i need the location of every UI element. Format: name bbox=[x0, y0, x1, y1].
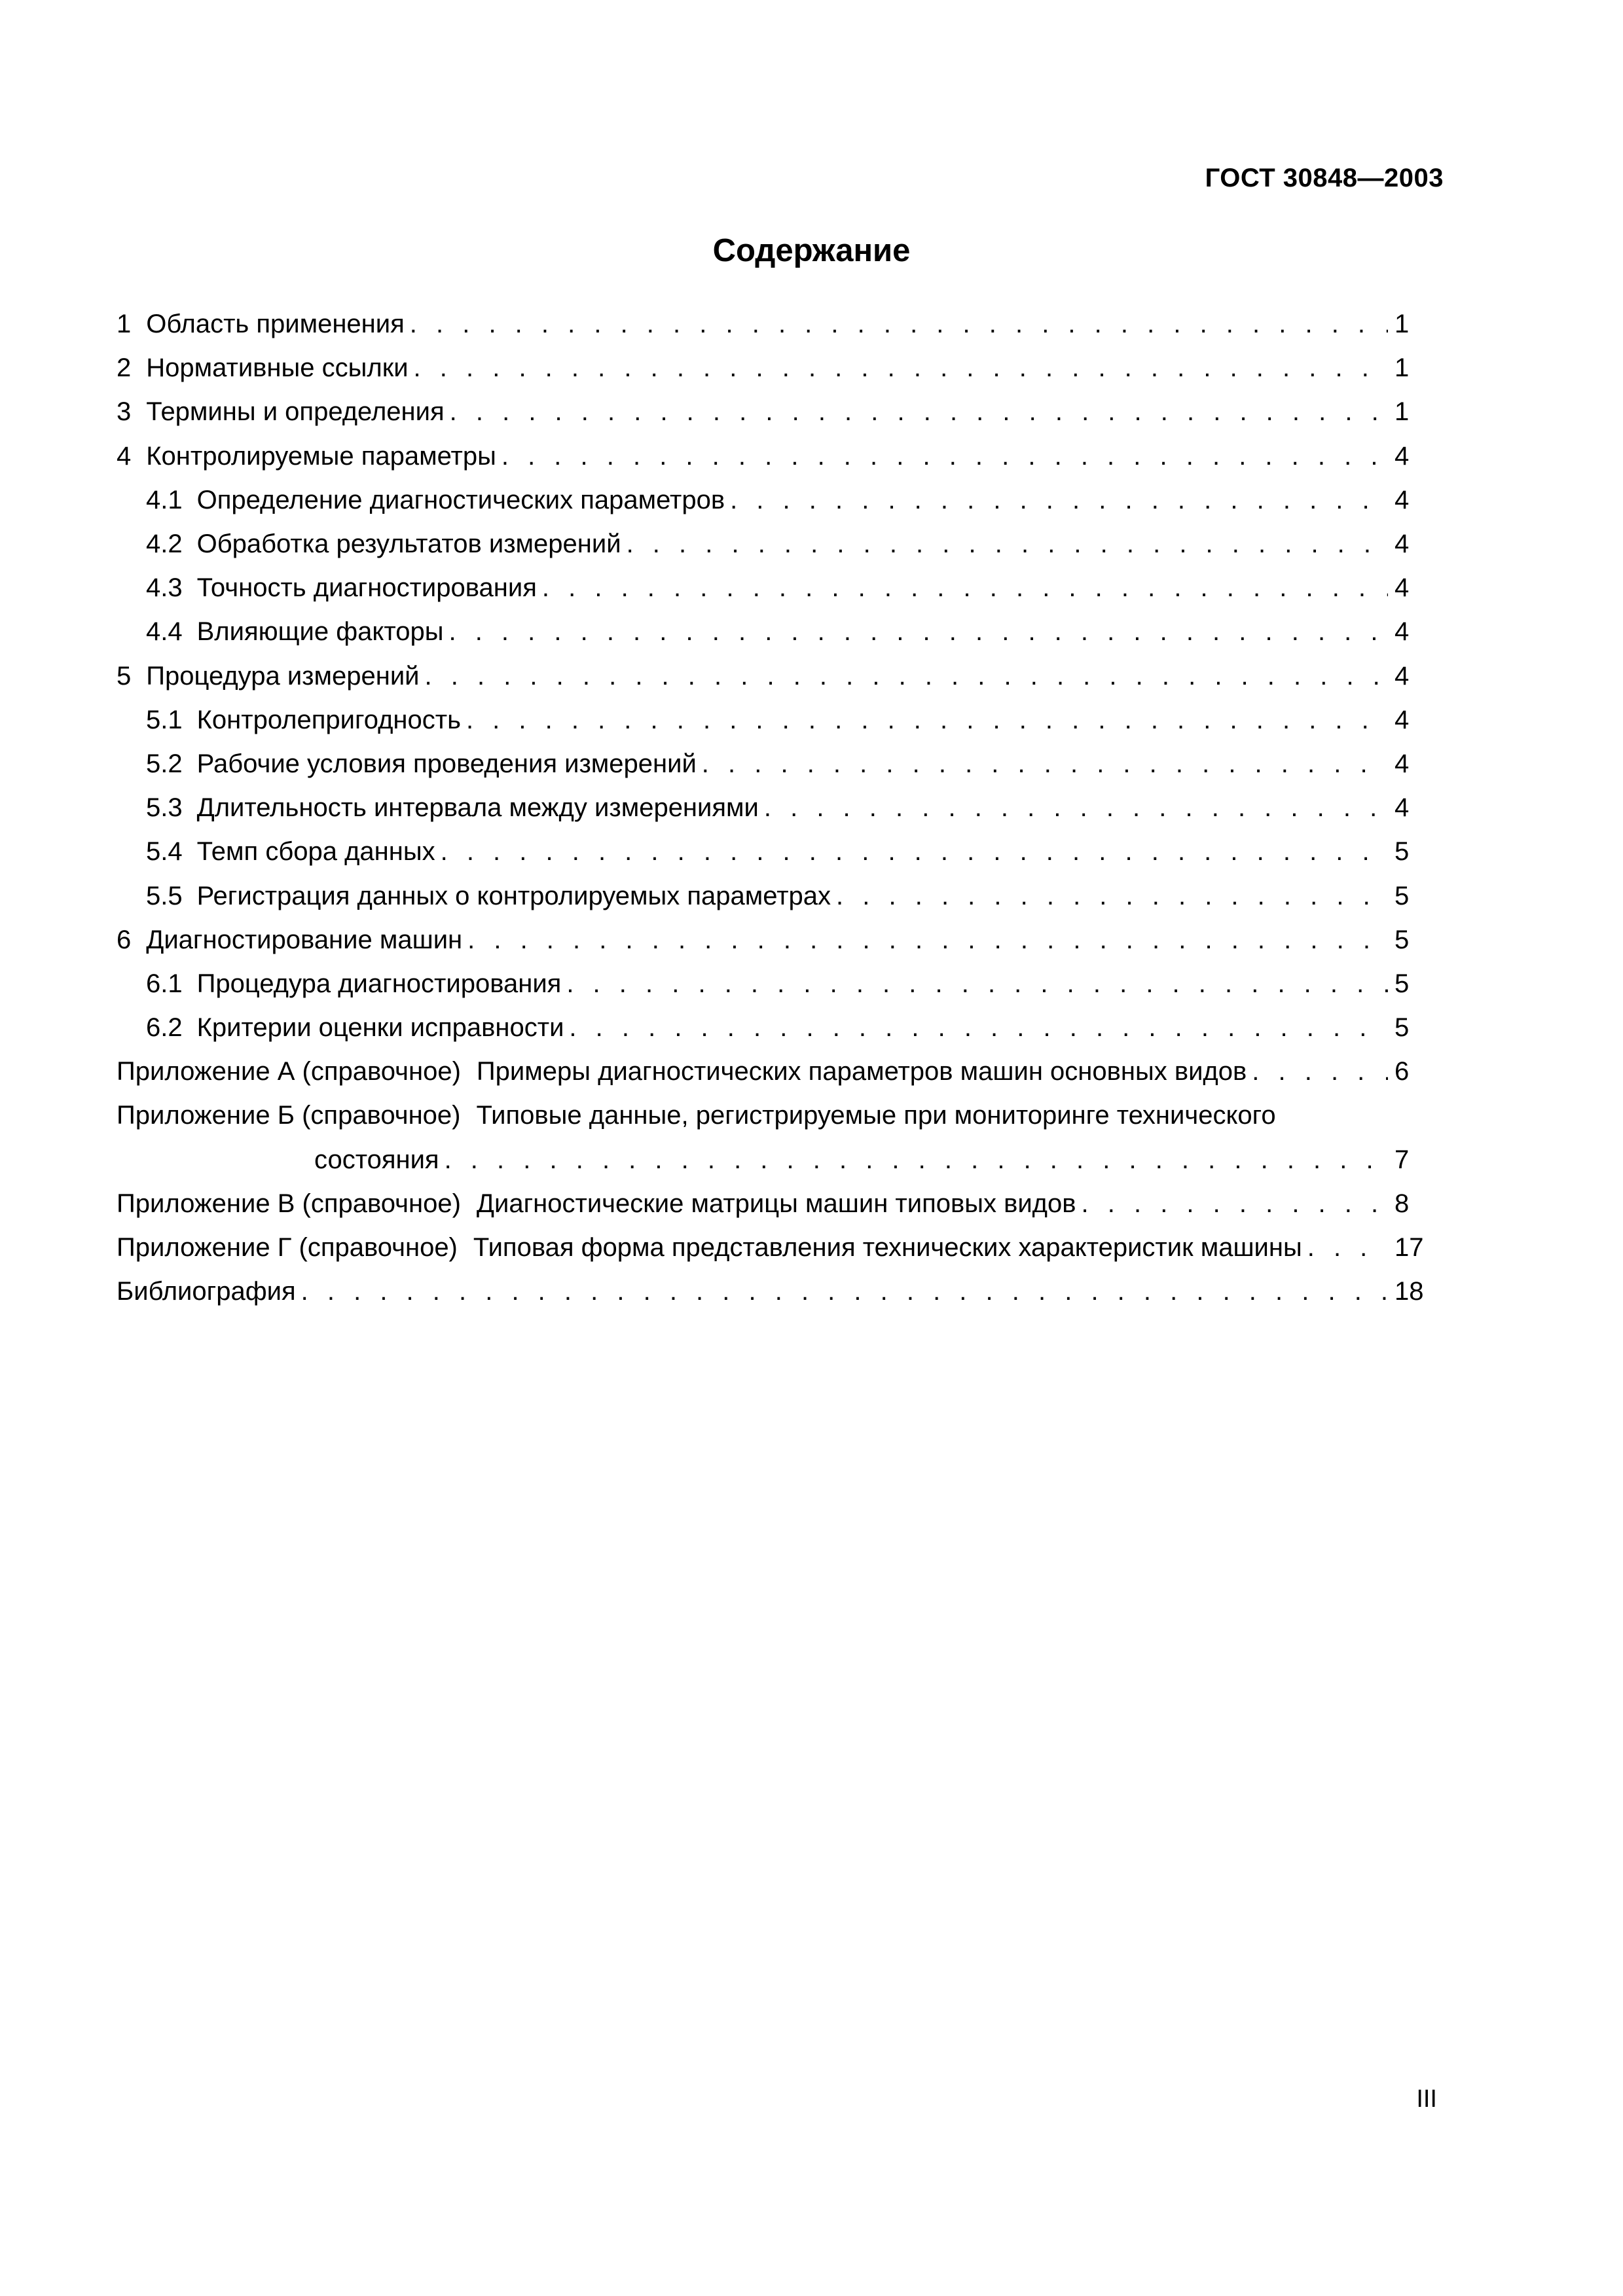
toc-entry-number: 5.1 bbox=[146, 705, 183, 734]
toc-entry-number: 1 bbox=[117, 310, 132, 339]
toc-entry-number: 2 bbox=[117, 353, 132, 383]
dot-leader bbox=[301, 1277, 1388, 1306]
toc-entry-page: 1 bbox=[1395, 310, 1410, 339]
dot-leader bbox=[764, 793, 1388, 823]
toc-subentry[interactable] bbox=[117, 1006, 1425, 1050]
toc-entry-number: 4.2 bbox=[146, 529, 183, 559]
toc-entry-page: 4 bbox=[1395, 661, 1410, 691]
toc-entry-title: Нормативные ссылки bbox=[146, 353, 409, 383]
toc-subentry[interactable] bbox=[117, 522, 1425, 566]
appendix-title: Примеры диагностических параметров машин основных видов bbox=[476, 1057, 1247, 1086]
dot-leader bbox=[730, 486, 1388, 515]
table-of-contents bbox=[117, 302, 1425, 1314]
toc-subentry[interactable] bbox=[117, 786, 1425, 830]
toc-entry-page: 17 bbox=[1395, 1233, 1424, 1263]
toc-entry-page: 4 bbox=[1395, 617, 1410, 647]
toc-entry-title: Темп сбора данных bbox=[196, 837, 435, 867]
toc-entry-number: 3 bbox=[117, 397, 132, 427]
toc-appendix-continuation[interactable] bbox=[117, 1138, 1425, 1182]
toc-entry-page: 5 bbox=[1395, 1013, 1410, 1043]
dot-leader bbox=[627, 529, 1388, 559]
dot-leader bbox=[450, 397, 1388, 427]
dot-leader bbox=[1252, 1057, 1388, 1086]
toc-entry-title: Точность диагностирования bbox=[196, 573, 537, 603]
toc-entry-title: Контролируемые параметры bbox=[146, 441, 496, 471]
toc-entry-number: 6.2 bbox=[146, 1013, 183, 1043]
toc-entry-page: 5 bbox=[1395, 837, 1410, 867]
toc-entry-title: Контролепригодность bbox=[196, 705, 461, 734]
appendix-title-continuation: состояния bbox=[314, 1145, 439, 1174]
toc-entry-number: 4 bbox=[117, 441, 132, 471]
toc-entry-title: Критерии оценки исправности bbox=[196, 1013, 564, 1043]
dot-leader bbox=[1082, 1189, 1388, 1219]
toc-entry-page: 4 bbox=[1395, 749, 1410, 778]
toc-entry-title: Регистрация данных о контролируемых параметрах bbox=[196, 881, 831, 910]
dot-leader bbox=[501, 442, 1388, 471]
toc-subentry[interactable] bbox=[117, 698, 1425, 742]
toc-entry-page: 8 bbox=[1395, 1189, 1410, 1218]
toc-entry-page: 4 bbox=[1395, 705, 1410, 734]
toc-entry-page: 18 bbox=[1395, 1277, 1424, 1306]
dot-leader bbox=[466, 706, 1388, 735]
dot-leader bbox=[467, 925, 1388, 955]
toc-entry-page: 4 bbox=[1395, 573, 1410, 603]
toc-entry[interactable] bbox=[117, 346, 1425, 390]
dot-leader bbox=[836, 882, 1388, 911]
toc-subentry[interactable] bbox=[117, 830, 1425, 874]
toc-entry-page: 1 bbox=[1395, 353, 1410, 383]
toc-entry-number: 4.1 bbox=[146, 485, 183, 514]
toc-entry-number: 5 bbox=[117, 661, 132, 691]
dot-leader bbox=[441, 837, 1388, 867]
toc-entry-title: Длительность интервала между измерениями bbox=[196, 793, 759, 823]
toc-entry[interactable] bbox=[117, 655, 1425, 698]
dot-leader bbox=[1307, 1233, 1388, 1263]
dot-leader bbox=[542, 573, 1388, 603]
toc-entry-number: 6 bbox=[117, 925, 132, 954]
toc-appendix-entry[interactable] bbox=[117, 1050, 1425, 1094]
toc-entry-page: 4 bbox=[1395, 529, 1410, 559]
dot-leader bbox=[425, 662, 1388, 691]
toc-entry-page: 5 bbox=[1395, 881, 1410, 910]
toc-entry-title: Область применения bbox=[146, 310, 405, 339]
toc-entry-page: 4 bbox=[1395, 793, 1410, 823]
toc-subentry[interactable] bbox=[117, 742, 1425, 786]
toc-entry-number: 4.4 bbox=[146, 617, 183, 647]
appendix-title: Типовая форма представления технических характеристик машины bbox=[473, 1233, 1302, 1263]
dot-leader bbox=[445, 1145, 1388, 1175]
bibliography-title: Библиография bbox=[117, 1277, 296, 1306]
toc-entry-page: 4 bbox=[1395, 485, 1410, 514]
toc-entry-title: Термины и определения bbox=[146, 397, 445, 427]
appendix-title: Диагностические матрицы машин типовых видов bbox=[476, 1189, 1076, 1218]
appendix-title: Типовые данные, регистрируемые при мониторинге технического bbox=[476, 1101, 1276, 1130]
dot-leader bbox=[410, 310, 1388, 339]
toc-entry-title: Определение диагностических параметров bbox=[196, 485, 725, 514]
toc-entry-number: 5.3 bbox=[146, 793, 183, 823]
dot-leader bbox=[569, 1013, 1388, 1043]
toc-entry[interactable] bbox=[117, 390, 1425, 434]
toc-appendix-entry[interactable] bbox=[117, 1226, 1425, 1270]
appendix-label: Приложение А (справочное) bbox=[117, 1057, 461, 1086]
toc-entry-title: Диагностирование машин bbox=[146, 925, 463, 954]
toc-entry-number: 5.2 bbox=[146, 749, 183, 778]
toc-entry-number: 5.5 bbox=[146, 881, 183, 910]
dot-leader bbox=[448, 617, 1388, 647]
toc-subentry[interactable] bbox=[117, 610, 1425, 654]
appendix-label: Приложение Г (справочное) bbox=[117, 1233, 458, 1263]
toc-entry-title: Влияющие факторы bbox=[196, 617, 444, 647]
dot-leader bbox=[414, 353, 1388, 383]
toc-entry-page: 5 bbox=[1395, 969, 1410, 998]
toc-entry-title: Процедура измерений bbox=[146, 661, 420, 691]
toc-entry-number: 5.4 bbox=[146, 837, 183, 867]
toc-subentry[interactable] bbox=[117, 566, 1425, 610]
toc-entry-page: 6 bbox=[1395, 1057, 1410, 1086]
toc-entry-title: Обработка результатов измерений bbox=[196, 529, 621, 559]
toc-entry-title: Процедура диагностирования bbox=[196, 969, 562, 998]
page-number: III bbox=[1416, 2085, 1437, 2113]
toc-entry-page: 1 bbox=[1395, 397, 1410, 427]
toc-subentry[interactable] bbox=[117, 874, 1425, 918]
toc-entry[interactable] bbox=[117, 918, 1425, 962]
toc-bibliography-entry[interactable] bbox=[117, 1270, 1425, 1314]
toc-title: Содержание bbox=[712, 233, 911, 268]
toc-entry-number: 4.3 bbox=[146, 573, 183, 603]
toc-entry[interactable] bbox=[117, 435, 1425, 478]
dot-leader bbox=[566, 969, 1388, 999]
toc-entry-title: Рабочие условия проведения измерений bbox=[196, 749, 697, 778]
toc-entry-page: 5 bbox=[1395, 925, 1410, 954]
toc-entry-page: 4 bbox=[1395, 441, 1410, 471]
toc-subentry[interactable] bbox=[117, 962, 1425, 1006]
toc-entry-page: 7 bbox=[1395, 1145, 1410, 1174]
appendix-label: Приложение Б (справочное) bbox=[117, 1101, 461, 1130]
toc-entry[interactable] bbox=[117, 302, 1425, 346]
dot-leader bbox=[702, 749, 1388, 779]
toc-entry-number: 6.1 bbox=[146, 969, 183, 998]
toc-appendix-entry[interactable] bbox=[117, 1094, 1425, 1138]
toc-subentry[interactable] bbox=[117, 478, 1425, 522]
toc-appendix-entry[interactable] bbox=[117, 1182, 1425, 1226]
document-code: ГОСТ 30848—2003 bbox=[1205, 164, 1444, 192]
appendix-label: Приложение В (справочное) bbox=[117, 1189, 461, 1218]
